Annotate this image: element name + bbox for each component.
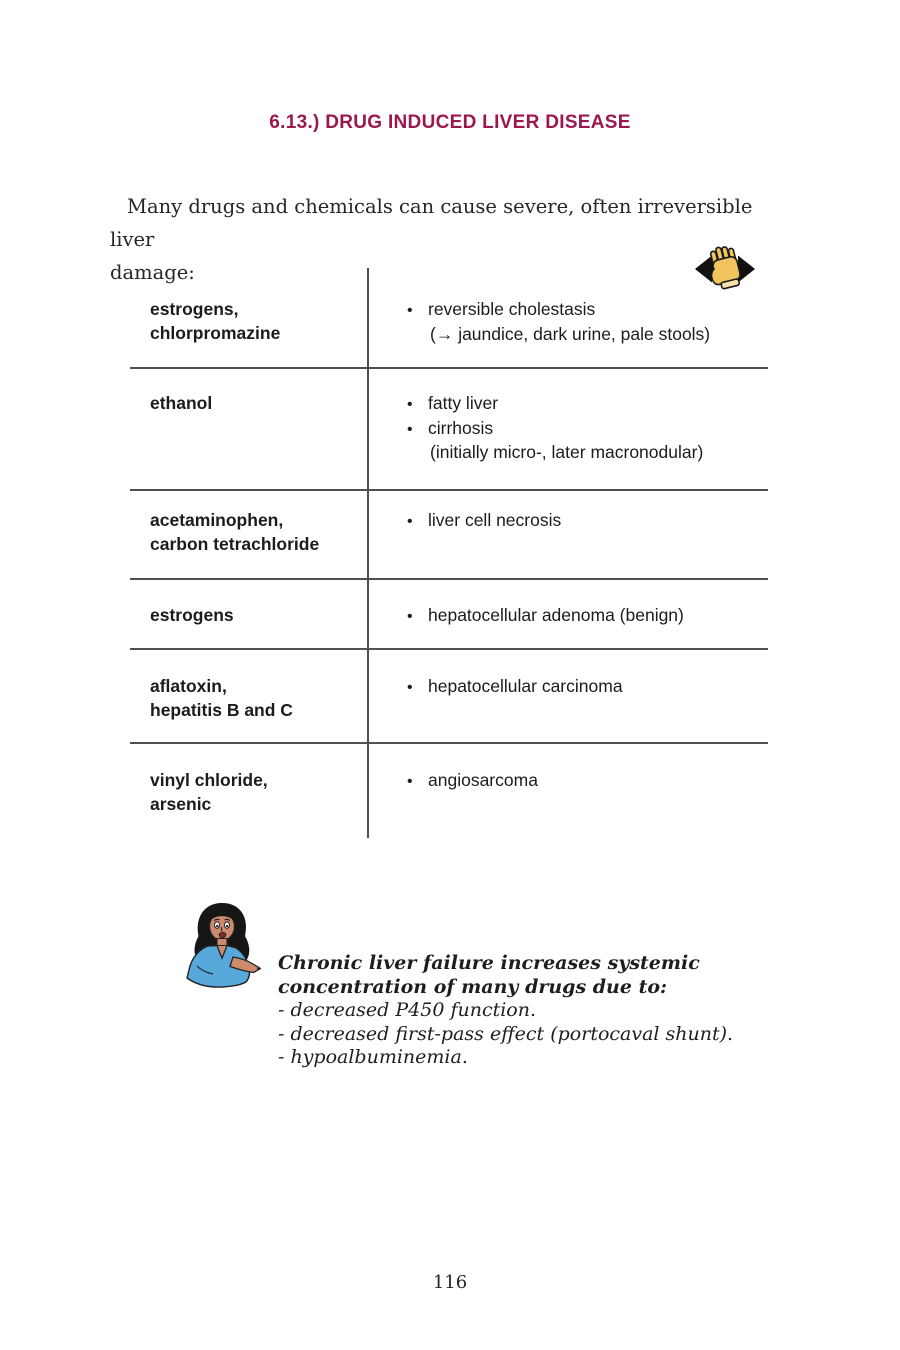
cause-cell: [150, 298, 355, 345]
intro-line-2: damage:: [110, 261, 195, 284]
cause-cell: [150, 392, 355, 416]
cause-line: acetaminophen,: [150, 510, 284, 530]
bullet-icon: •: [407, 420, 413, 438]
cause-line: carbon tetrachloride: [150, 533, 320, 554]
note-block: [278, 952, 738, 1070]
effect-cell: [400, 392, 762, 465]
cause-line: chlorpromazine: [150, 322, 281, 343]
effect-line: • cirrhosis: [400, 417, 762, 442]
table-row-divider: [130, 489, 768, 491]
cause-line: ethanol: [150, 393, 213, 413]
bullet-icon: •: [407, 302, 413, 319]
cause-line: hepatitis B and C: [150, 699, 293, 720]
effect-cell: [400, 298, 762, 346]
cause-line: estrogens: [150, 605, 234, 625]
cause-line: estrogens,: [150, 299, 239, 319]
cause-cell: [150, 509, 355, 556]
effect-line: • fatty liver: [400, 392, 762, 417]
section-title: 6.13.) DRUG INDUCED LIVER DISEASE: [269, 112, 631, 133]
page-number: 116: [432, 1272, 468, 1293]
table-row-divider: [130, 742, 768, 744]
cause-cell: [150, 769, 355, 816]
effect-line: • liver cell necrosis: [400, 509, 762, 534]
pointing-person-icon: [183, 900, 263, 995]
effect-cell: [400, 509, 762, 534]
effect-cell: [400, 769, 762, 794]
note-item: - hypoalbuminemia.: [278, 1046, 468, 1068]
table-row-divider: [130, 367, 768, 369]
table-vertical-divider: [367, 268, 369, 838]
effect-line: • hepatocellular carcinoma: [400, 675, 762, 700]
effect-cell: [400, 675, 762, 700]
effect-line: • hepatocellular adenoma (benign): [400, 604, 762, 629]
note-item: - decreased first-pass effect (portocaval shunt).: [278, 1022, 734, 1045]
effect-line: • angiosarcoma: [400, 769, 762, 794]
bullet-icon: •: [407, 513, 413, 530]
note-heading-line: concentration of many drugs due to:: [278, 975, 668, 998]
note-heading-line: Chronic liver failure increases systemic: [278, 952, 700, 974]
cause-line: vinyl chloride,: [150, 770, 268, 790]
bullet-icon: •: [407, 679, 413, 696]
note-item: - decreased P450 function.: [278, 999, 537, 1021]
cause-line: aflatoxin,: [150, 676, 227, 696]
effect-cell: [400, 604, 762, 629]
bullet-icon: •: [407, 396, 413, 413]
effect-line: (→ jaundice, dark urine, pale stools): [430, 323, 711, 344]
bullet-icon: •: [407, 773, 413, 790]
effect-line: (initially micro-, later macronodular): [430, 442, 704, 462]
drug-effect-table: [130, 268, 768, 838]
cause-line: arsenic: [150, 793, 212, 814]
cause-cell: [150, 675, 355, 722]
effect-line: • reversible cholestasis: [400, 298, 762, 323]
intro-line-1: Many drugs and chemicals can cause severe, often irreversible liver: [110, 195, 753, 251]
table-row-divider: [130, 648, 768, 650]
cause-cell: [150, 604, 355, 628]
table-row-divider: [130, 578, 768, 580]
bullet-icon: •: [407, 608, 413, 625]
